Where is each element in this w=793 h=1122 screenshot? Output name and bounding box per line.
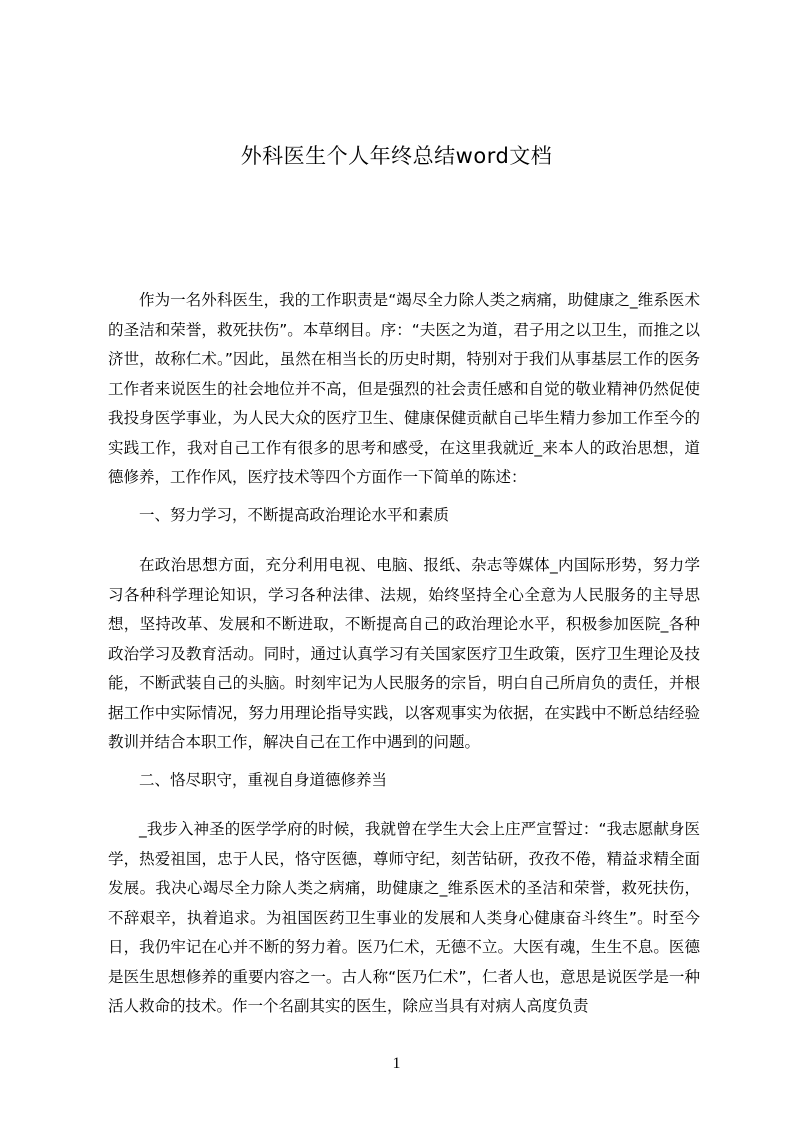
- document-title: 外科医生个人年终总结word文档: [240, 144, 553, 168]
- section-2-paragraph: _我步入神圣的医学学府的时候，我就曾在学生大会上庄严宣誓过：“我志愿献身医学，热爱祖国，忠于人民，恪守医德，尊师守纪，刻苦钻研，孜孜不倦，精益求精全面发展。我决心竭尽全力除人类之病痛，助健康之_维系医术的圣洁和荣誉，救死扶伤，不辞艰辛，执着追求。为祖国医药卫生事业的发展和人类身心健康奋斗终生”。时至今日，我仍牢记在心并不断的努力着。医乃仁术，无德不立。大医有魂，生生不息。医德是医生思想修养的重要内容之一。古人称“医乃仁术”，仁者人也，意思是说医学是一种活人救命的技术。作一个名副其实的医生，除应当具有对病人高度负责: [108, 820, 700, 1015]
- intro-paragraph: 作为一名外科医生，我的工作职责是“竭尽全力除人类之病痛，助健康之_维系医术的圣洁和荣誉，救死扶伤”。本草纲目。序：“夫医之为道，君子用之以卫生，而推之以济世，故称仁术。”因此，虽然在相当长的历史时期，特别对于我们从事基层工作的医务工作者来说医生的社会地位并不高，但是强烈的社会责任感和自觉的敬业精神仍然促使我投身医学事业，为人民大众的医疗卫生、健康保健贡献自己毕生精力参加工作至今的实践工作，我对自己工作有很多的思考和感受，在这里我就近_来本人的政治思想，道德修养，工作作风，医疗技术等四个方面作一下简单的陈述：: [108, 291, 700, 486]
- section-heading-2: 二、恪尽职守，重视自身道德修养当: [139, 771, 388, 789]
- section-1-paragraph: 在政治思想方面，充分利用电视、电脑、报纸、杂志等媒体_内国际形势，努力学习各种科学理论知识，学习各种法律、法规，始终坚持全心全意为人民服务的主导思想，坚持改革、发展和不断进取，不断提高自己的政治理论水平，积极参加医院_各种政治学习及教育活动。同时，通过认真学习有关国家医疗卫生政策，医疗卫生理论及技能，不断武装自己的头脑。时刻牢记为人民服务的宗旨，明白自己所肩负的责任，并根据工作中实际情况，努力用理论指导实践，以客观事实为依据，在实践中不断总结经验教训并结合本职工作，解决自己在工作中遇到的问题。: [108, 556, 700, 751]
- section-heading-1: 一、努力学习，不断提高政治理论水平和素质: [139, 506, 450, 524]
- page-number: 1: [392, 1055, 401, 1072]
